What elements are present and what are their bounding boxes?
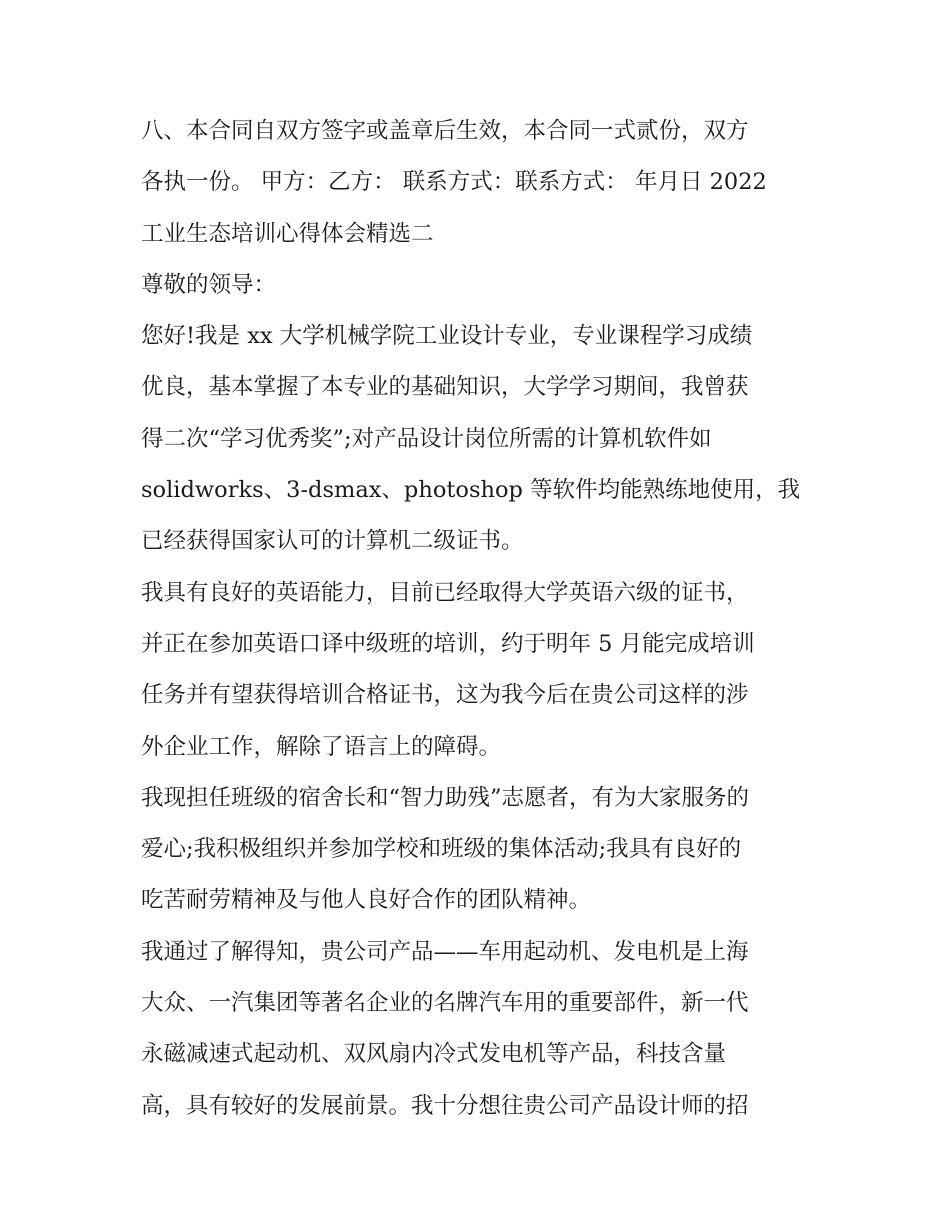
text-line: 任务并有望获得培训合格证书，这为我今后在贵公司这样的涉	[141, 682, 749, 709]
text-line: 爱心;我积极组织并参加学校和班级的集体活动;我具有良好的	[141, 836, 742, 863]
text-line: 优良，基本掌握了本专业的基础知识，大学学习期间，我曾获	[141, 374, 749, 401]
text-line: 我通过了解得知，贵公司产品——车用起动机、发电机是上海	[141, 938, 749, 965]
text-line: 各执一份。 甲方：乙方： 联系方式：联系方式： 年月日 2022	[141, 169, 767, 196]
section-title: 工业生态培训心得体会精选二	[141, 220, 434, 247]
text-line: 并正在参加英语口译中级班的培训，约于明年 5 月能完成培训	[141, 630, 755, 657]
text-line: 我具有良好的英语能力，目前已经取得大学英语六级的证书，	[141, 579, 749, 606]
text-line: 得二次“学习优秀奖”;对产品设计岗位所需的计算机软件如	[141, 425, 712, 452]
text-line: 我现担任班级的宿舍长和“智力助残”志愿者，有为大家服务的	[141, 784, 750, 811]
text-line: 吃苦耐劳精神及与他人良好合作的团队精神。	[141, 887, 592, 914]
text-line: solidworks、3-dsmax、photoshop 等软件均能熟练地使用，我	[141, 477, 801, 504]
text-line: 永磁减速式起动机、双风扇内冷式发电机等产品，科技含量	[141, 1041, 727, 1068]
text-line: 大众、一汽集团等著名企业的名牌汽车用的重要部件，新一代	[141, 990, 749, 1017]
text-line: 高，具有较好的发展前景。我十分想往贵公司产品设计师的招	[141, 1092, 749, 1119]
text-line: 已经获得国家认可的计算机二级证书。	[141, 528, 524, 555]
text-line: 八、本合同自双方签字或盖章后生效，本合同一式贰份，双方	[141, 118, 749, 144]
salutation: 尊敬的领导：	[141, 271, 277, 298]
document-body	[141, 106, 821, 1132]
text-line: 外企业工作，解除了语言上的障碍。	[141, 733, 502, 760]
text-line: 您好!我是 xx 大学机械学院工业设计专业，专业课程学习成绩	[141, 323, 753, 350]
